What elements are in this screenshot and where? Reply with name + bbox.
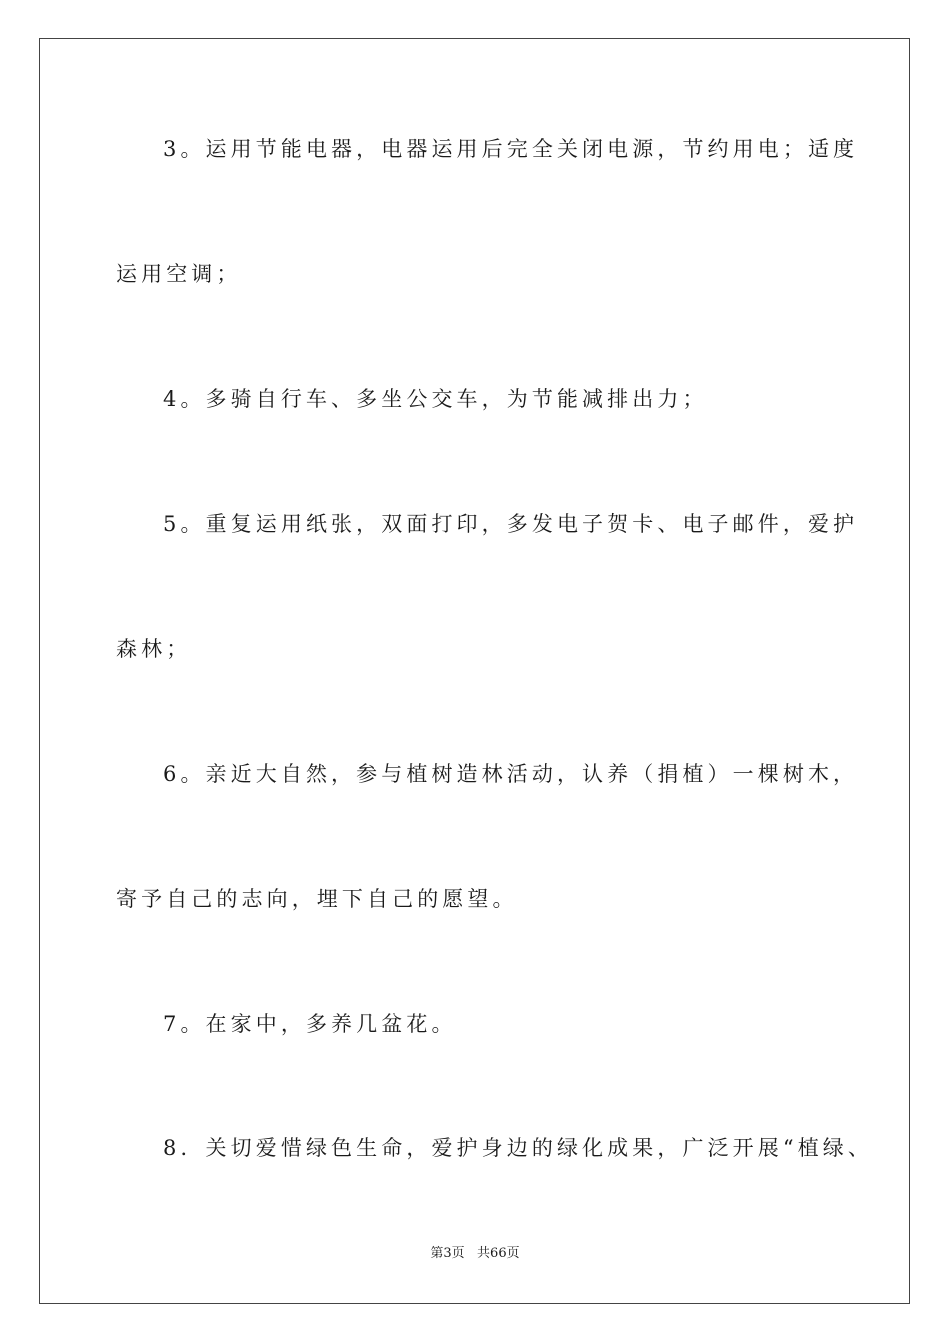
paragraph-7-line-1: 7。在家中，多养几盆花。 (163, 1012, 457, 1036)
page-border (39, 38, 910, 1304)
paragraph-4-line-1: 4。多骑自行车、多坐公交车，为节能减排出力； (163, 387, 708, 411)
paragraph-6-line-1: 6。亲近大自然，参与植树造林活动，认养（捐植）一棵树木， (163, 762, 859, 786)
paragraph-8-line-1: 8．关切爱惜绿色生命，爱护身边的绿化成果，广泛开展“植绿、 (163, 1136, 873, 1160)
paragraph-5-line-2: 森林； (116, 637, 192, 661)
paragraph-3-line-1: 3。运用节能电器，电器运用后完全关闭电源，节约用电；适度 (163, 137, 859, 161)
paragraph-5-line-1: 5。重复运用纸张，双面打印，多发电子贺卡、电子邮件，爱护 (163, 512, 859, 536)
paragraph-3-line-2: 运用空调； (116, 262, 242, 286)
paragraph-6-line-2: 寄予自己的志向，埋下自己的愿望。 (116, 887, 518, 911)
page-number-footer: 第3页 共66页 (430, 1246, 520, 1261)
